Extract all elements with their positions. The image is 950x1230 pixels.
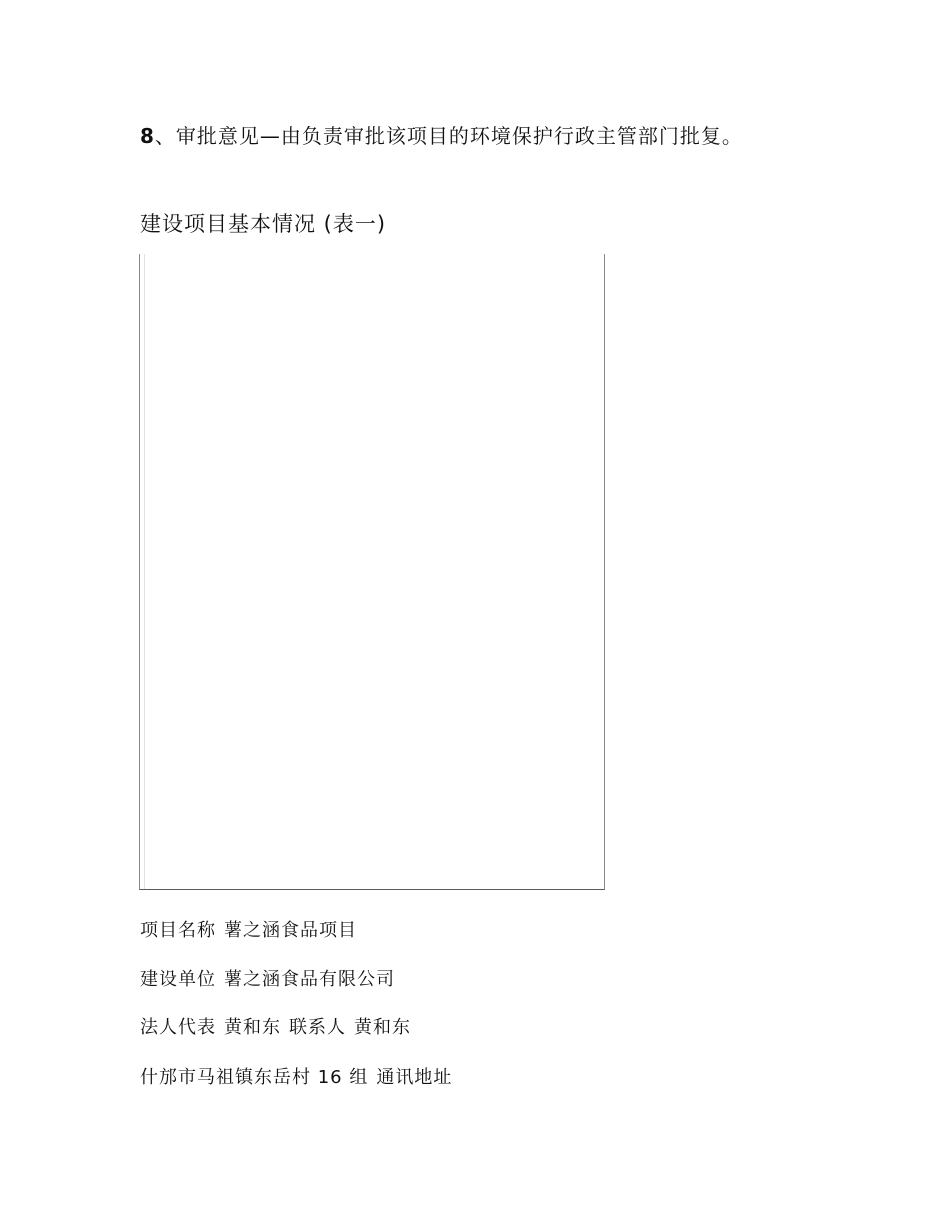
contact-label: 联系人 — [289, 1017, 346, 1038]
approval-item-line — [140, 120, 743, 149]
legal-rep-value: 黄和东 — [224, 1017, 281, 1038]
address-row — [140, 1063, 452, 1089]
project-name-row — [140, 916, 357, 942]
builder-label: 建设单位 — [140, 969, 216, 990]
table-title: 建设项目基本情况 (表一) — [140, 212, 387, 236]
project-name-value: 薯之涵食品项目 — [224, 920, 357, 941]
blank-table-frame — [139, 254, 605, 890]
item-text: 、审批意见—由负责审批该项目的环境保护行政主管部门批复。 — [154, 124, 743, 148]
contact-value: 黄和东 — [354, 1017, 411, 1038]
item-number: 8 — [140, 124, 155, 148]
builder-row — [140, 965, 395, 991]
address-value: 什邡市马祖镇东岳村 16 组 — [140, 1067, 369, 1088]
table-inner-edge — [144, 254, 145, 889]
legal-rep-row — [140, 1013, 411, 1039]
legal-rep-label: 法人代表 — [140, 1017, 216, 1038]
project-name-label: 项目名称 — [140, 920, 216, 941]
address-label: 通讯地址 — [376, 1067, 453, 1088]
builder-value: 薯之涵食品有限公司 — [224, 969, 395, 990]
